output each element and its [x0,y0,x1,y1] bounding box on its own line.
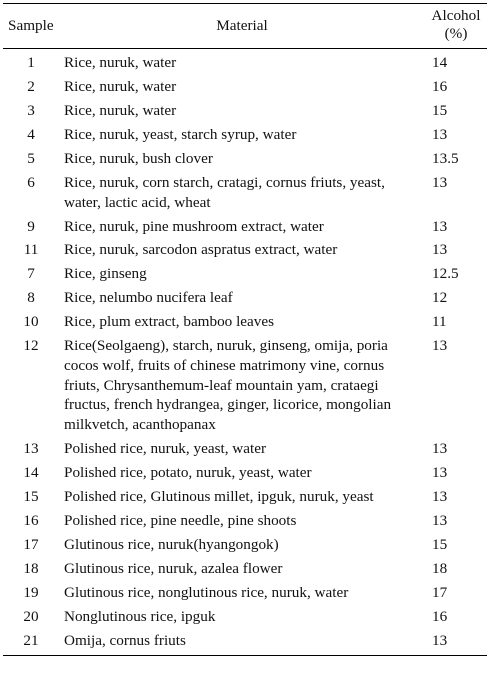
cell-sample: 4 [27,125,35,143]
cell-alcohol: 13 [432,173,448,191]
cell-alcohol: 16 [432,607,448,625]
cell-alcohol: 13 [432,511,448,529]
cell-sample: 19 [23,583,39,601]
cell-material: Rice, nelumbo nucifera leaf [64,289,233,307]
cell-sample: 13 [23,439,39,457]
cell-sample: 3 [27,101,35,119]
cell-sample: 7 [27,265,35,283]
table-row [3,437,487,461]
cell-sample: 20 [23,607,39,625]
cell-alcohol: 13 [432,487,448,505]
cell-material: Nonglutinous rice, ipguk [64,607,216,625]
cell-alcohol: 11 [432,313,447,331]
header-row [3,4,487,49]
cell-alcohol: 13 [432,241,448,259]
table-header [3,4,487,49]
table-row [3,310,487,334]
table-row [3,461,487,485]
table-row [3,557,487,581]
cell-material: Rice, nuruk, yeast, starch syrup, water [64,125,297,143]
cell-alcohol: 13 [432,217,448,235]
cell-material: Rice, plum extract, bamboo leaves [64,313,275,331]
cell-sample: 16 [23,511,39,529]
table-row [3,75,487,99]
cell-material: Polished rice, Glutinous millet, ipguk, nuruk, yeast [64,487,374,505]
cell-sample: 21 [23,631,39,649]
cell-material: Rice, nuruk, bush clover [64,149,213,167]
cell-alcohol: 13 [432,631,448,649]
cell-sample: 18 [23,559,39,577]
cell-material: Glutinous rice, nuruk(hyangongok) [64,535,279,553]
table-row [3,49,487,75]
cell-sample: 2 [27,77,35,95]
cell-sample: 5 [27,149,35,167]
cell-sample: 9 [27,217,35,235]
table-row [3,171,487,215]
table-row [3,286,487,310]
cell-sample: 12 [23,337,39,355]
table-row [3,334,487,436]
table-row [3,629,487,656]
cell-sample: 17 [23,535,39,553]
table-row [3,147,487,171]
table-row [3,99,487,123]
cell-sample: 11 [23,241,39,259]
cell-material: Rice, nuruk, sarcodon aspratus extract, water [64,241,338,259]
cell-sample: 8 [27,289,35,307]
cell-material: Omija, cornus friuts [64,631,186,649]
materials-table [3,3,487,656]
table-row [3,215,487,239]
cell-alcohol: 18 [432,559,448,577]
cell-alcohol: 13 [432,125,448,143]
header-alcohol-label: Alcohol [431,7,481,24]
cell-alcohol: 17 [432,583,448,601]
header-alcohol-unit: (%) [444,25,468,42]
header-alcohol [425,4,487,49]
cell-alcohol: 13 [432,439,448,457]
cell-alcohol: 15 [432,101,448,119]
cell-alcohol: 12 [432,289,448,307]
cell-material: Glutinous rice, nuruk, azalea flower [64,559,283,577]
cell-material: Rice, ginseng [64,265,147,283]
cell-alcohol: 13 [432,463,448,481]
cell-material: Rice, nuruk, water [64,101,177,119]
cell-material: Polished rice, pine needle, pine shoots [64,511,297,529]
cell-material: Rice, nuruk, pine mushroom extract, water [64,217,324,235]
cell-sample: 1 [27,54,35,71]
table-row [3,581,487,605]
cell-material: Rice(Seolgaeng), starch, nuruk, ginseng, omija, poria cocos wolf, fruits of chinese matrimony vine, cornus friuts, Chrysanthemum-leaf mountain yam, crataegi fructus, french hydrangea, ginger, licorice, mongolian milkvetch, acanthopanax [64,337,392,433]
table-row [3,605,487,629]
cell-material: Rice, nuruk, water [64,54,177,71]
table-row [3,533,487,557]
cell-alcohol: 12.5 [432,265,459,283]
cell-alcohol: 13 [432,337,448,355]
cell-sample: 10 [23,313,39,331]
cell-sample: 14 [23,463,39,481]
cell-material: Rice, nuruk, corn starch, cratagi, cornus friuts, yeast, water, lactic acid, wheat [64,173,385,211]
cell-alcohol: 13.5 [432,149,459,167]
table-row [3,123,487,147]
table-row [3,509,487,533]
cell-material: Polished rice, potato, nuruk, yeast, water [64,463,312,481]
table-row [3,485,487,509]
cell-material: Polished rice, nuruk, yeast, water [64,439,267,457]
table-body [3,49,487,656]
cell-material: Rice, nuruk, water [64,77,177,95]
cell-alcohol: 16 [432,77,448,95]
header-sample: Sample [8,17,54,34]
table-row [3,262,487,286]
cell-sample: 15 [23,487,39,505]
table-row [3,238,487,262]
cell-alcohol: 15 [432,535,448,553]
header-material: Material [216,17,268,34]
cell-sample: 6 [27,173,35,191]
cell-alcohol: 14 [432,54,448,71]
cell-material: Glutinous rice, nonglutinous rice, nuruk, water [64,583,349,601]
